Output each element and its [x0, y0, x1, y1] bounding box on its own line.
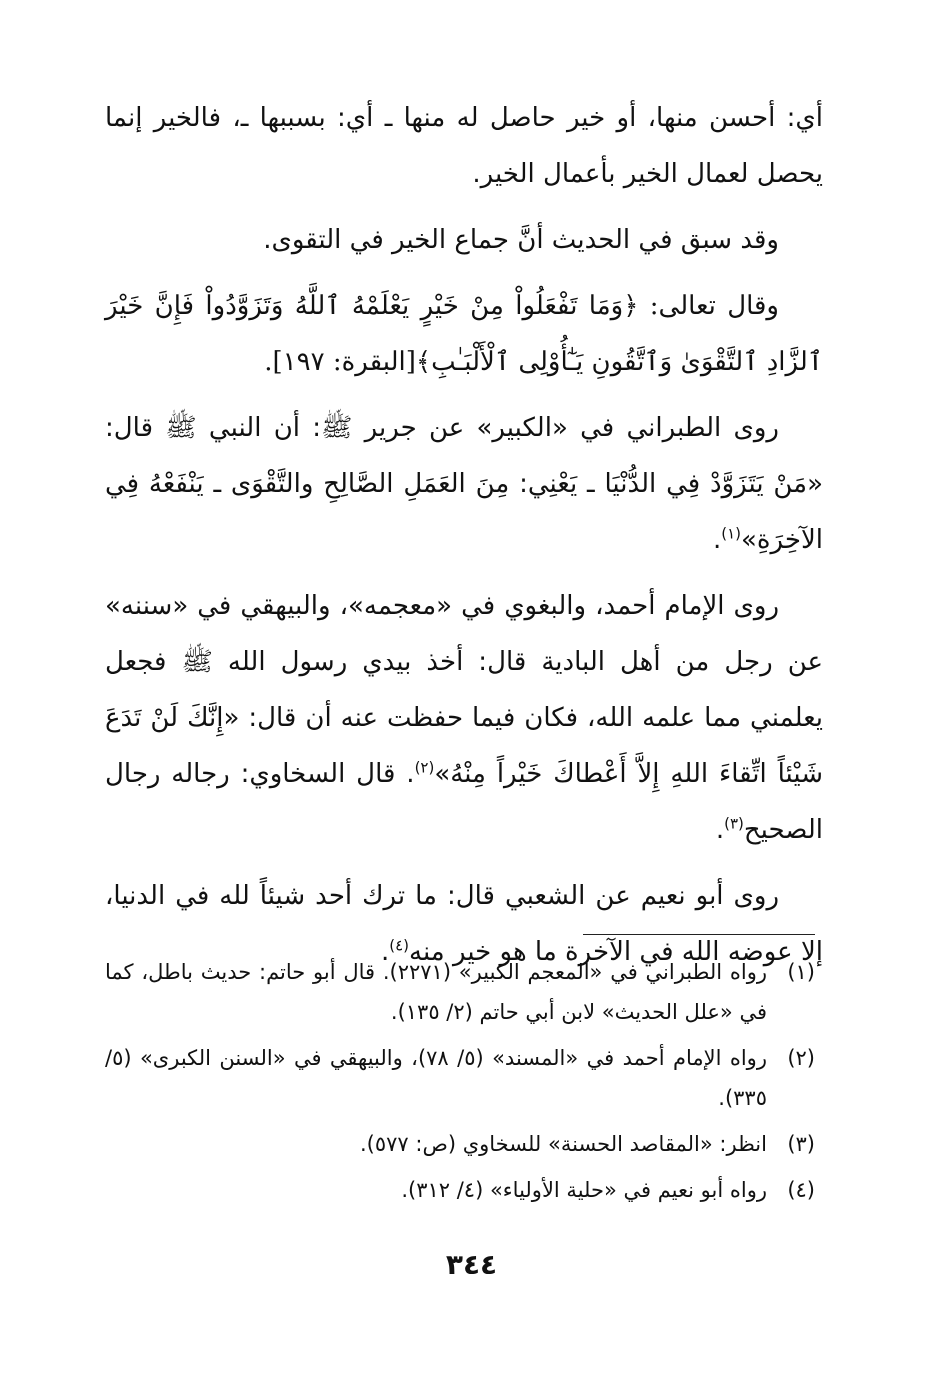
footnote-text: رواه الطبراني في «المعجم الكبير» (٢٢٧١). قال أبو حاتم: حديث باطل، كما في «علل الحديث» لابن أبي حاتم (٢/ ١٣٥). — [105, 960, 767, 1024]
footnote-divider — [583, 934, 815, 935]
paragraph-text: وقال تعالى: ﴿وَمَا تَفْعَلُواْ مِنْ خَيْرٍ يَعْلَمْهُ ٱللَّهُ وَتَزَوَّدُواْ فَإِنَّ خَيْرَ ٱلزَّادِ ٱلتَّقْوَىٰ وَٱتَّقُونِ يَـٰٓأُوْلِى ٱلْأَلْبَـٰبِ﴾[البقرة: ١٩٧]. — [105, 291, 823, 377]
footnotes — [105, 952, 815, 1216]
paragraph-text: روى الطبراني في «الكبير» عن جرير ﷺ: أن النبي ﷺ قال: «مَنْ يَتَزَوَّدْ فِي الدُّنْيَا ـ يَعْنِي: مِنَ العَمَلِ الصَّالِحِ والتَّقْوَى ـ يَنْفَعْهُ فِي الآخِرَةِ» — [105, 413, 823, 555]
paragraph-2 — [105, 212, 823, 268]
footnote-number: (٣) — [787, 1132, 815, 1156]
paragraph-text: وقد سبق في الحديث أنَّ جماع الخير في التقوى. — [263, 225, 779, 255]
paragraph-text: روى الإمام أحمد، والبغوي في «معجمه»، والبيهقي في «سننه» عن رجل من أهل البادية قال: أخذ بيدي رسول الله ﷺ فجعل يعلمني مما علمه الله، فكان فيما حفظت عنه أن قال: «إِنَّكَ لَنْ تَدَعَ شَيْئاً اتِّقاءَ اللهِ إِلاَّ أَعْطاكَ خَيْراً مِنْهُ» — [105, 591, 823, 789]
paragraph-tail: . — [380, 937, 390, 967]
footnote-text: انظر: «المقاصد الحسنة» للسخاوي (ص: ٥٧٧). — [359, 1132, 767, 1156]
footnote-number: (٢) — [787, 1046, 815, 1070]
paragraph-1 — [105, 90, 823, 202]
footnote-2 — [105, 1038, 815, 1118]
footnote-ref[interactable]: (٤) — [389, 936, 410, 955]
main-text — [105, 90, 823, 990]
footnote-text: رواه الإمام أحمد في «المسند» (٥/ ٧٨)، والبيهقي في «السنن الكبرى» (٥/ ٣٣٥). — [105, 1046, 767, 1110]
paragraph-text: روى أبو نعيم عن الشعبي قال: ما ترك أحد شيئاً لله في الدنيا، إلا عوضه الله في الآخرة ما هو خير منه — [105, 881, 823, 967]
page-number: ٣٤٤ — [445, 1248, 498, 1281]
footnote-number: (١) — [787, 960, 815, 984]
paragraph-tail: . قال السخاوي: رجاله رجال الصحيح — [105, 759, 823, 845]
footnote-number: (٤) — [787, 1178, 815, 1202]
footnote-4 — [105, 1170, 815, 1210]
paragraph-text: أي: أحسن منها، أو خير حاصل له منها ـ أي: بسببها ـ، فالخير إنما يحصل لعمال الخير بأعمال الخير. — [105, 103, 823, 189]
paragraph-tail: . — [715, 815, 725, 845]
footnote-ref[interactable]: (٣) — [724, 814, 744, 833]
footnote-text: رواه أبو نعيم في «حلية الأولياء» (٤/ ٣١٢). — [401, 1178, 767, 1202]
paragraph-tail: . — [712, 525, 722, 555]
paragraph-3-quran-verse — [105, 278, 823, 390]
paragraph-5-hadith — [105, 578, 823, 858]
footnote-3 — [105, 1124, 815, 1164]
footnote-ref[interactable]: (٢) — [414, 758, 435, 777]
paragraph-4-hadith — [105, 400, 823, 568]
footnote-1 — [105, 952, 815, 1032]
footnote-ref[interactable]: (١) — [721, 524, 741, 543]
